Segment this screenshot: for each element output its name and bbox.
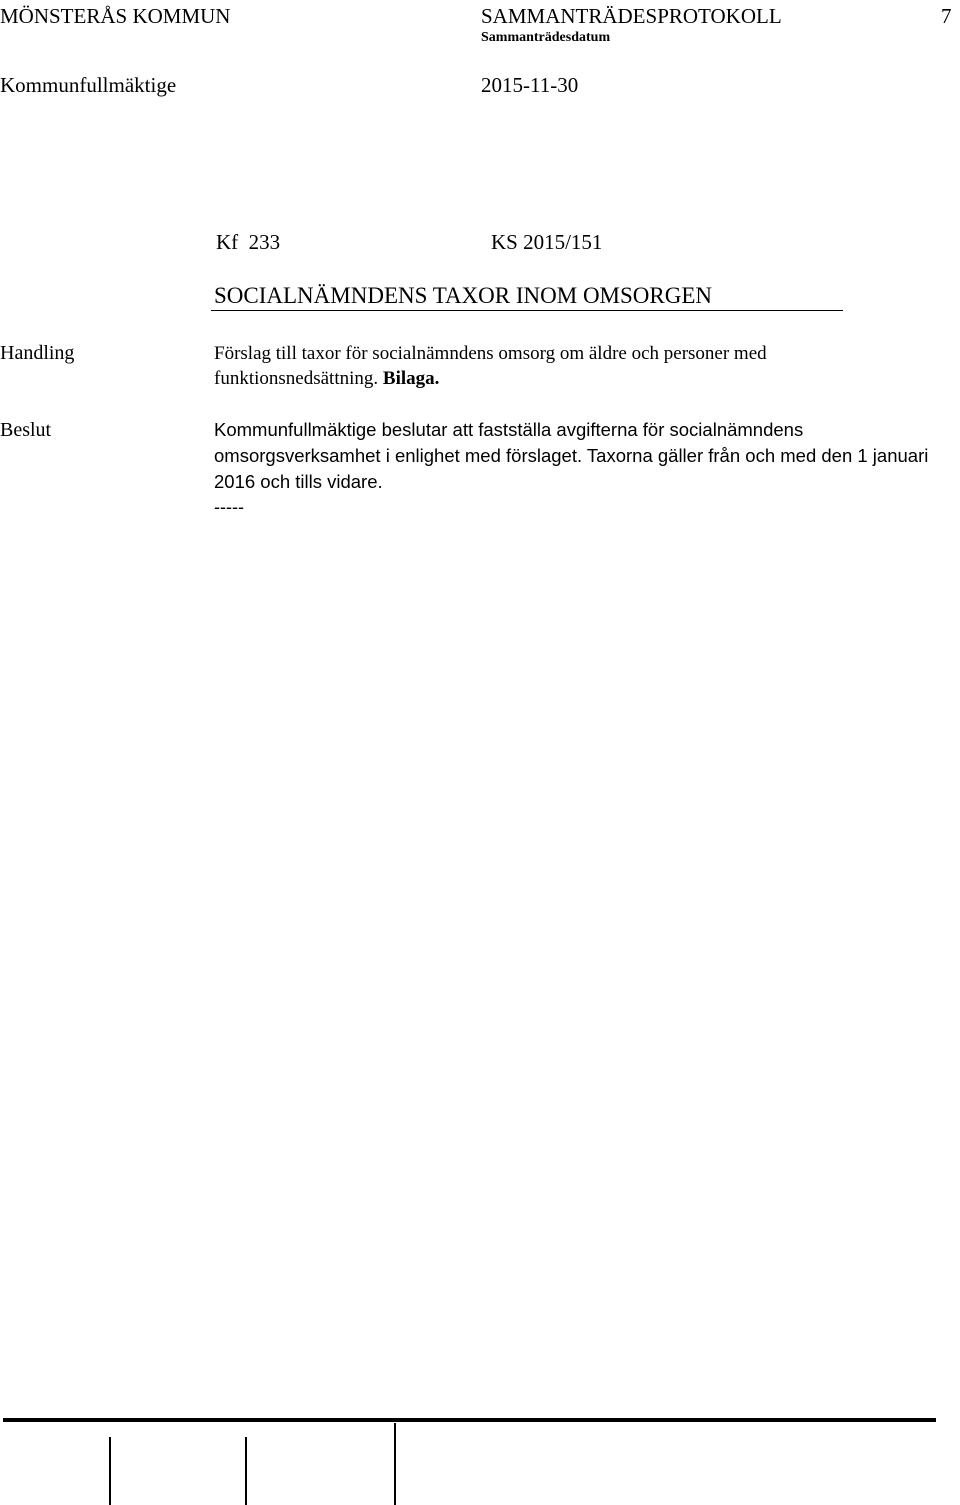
beslut-label: Beslut — [0, 419, 52, 441]
municipality-name: MÖNSTERÅS KOMMUN — [0, 4, 231, 28]
signature-divider — [245, 1437, 247, 1505]
signature-divider — [394, 1423, 396, 1505]
item-title: SOCIALNÄMNDENS TAXOR INOM OMSORGEN — [214, 283, 713, 308]
meeting-date: 2015-11-30 — [481, 73, 579, 97]
handling-attachment: Bilaga. — [382, 368, 440, 389]
handling-label: Handling — [0, 342, 75, 364]
date-caption: Sammanträdesdatum — [481, 30, 611, 45]
document-type: SAMMANTRÄDESPROTOKOLL — [481, 4, 782, 28]
footer-rule — [3, 1418, 936, 1422]
beslut-text: Kommunfullmäktige beslutar att fastställa avgifterna för socialnämndens omsorgsverksamhet i enlighet med förslaget. Taxorna gäller från och med den 1 januari 2016 och tills vidare. — [214, 419, 929, 492]
title-underline — [211, 310, 843, 311]
page-number: 7 — [941, 4, 952, 28]
paragraph-ref-text: Kf 233 — [216, 230, 281, 254]
paragraph-ref — [216, 230, 280, 254]
signature-divider — [109, 1437, 111, 1505]
body-name: Kommunfullmäktige — [0, 73, 177, 97]
case-number: KS 2015/151 — [491, 230, 603, 254]
handling-body: Förslag till taxor för socialnämndens omsorg om äldre och personer med funktionsnedsättning. — [214, 343, 767, 389]
end-marker: ----- — [214, 497, 244, 517]
handling-text — [214, 341, 904, 391]
